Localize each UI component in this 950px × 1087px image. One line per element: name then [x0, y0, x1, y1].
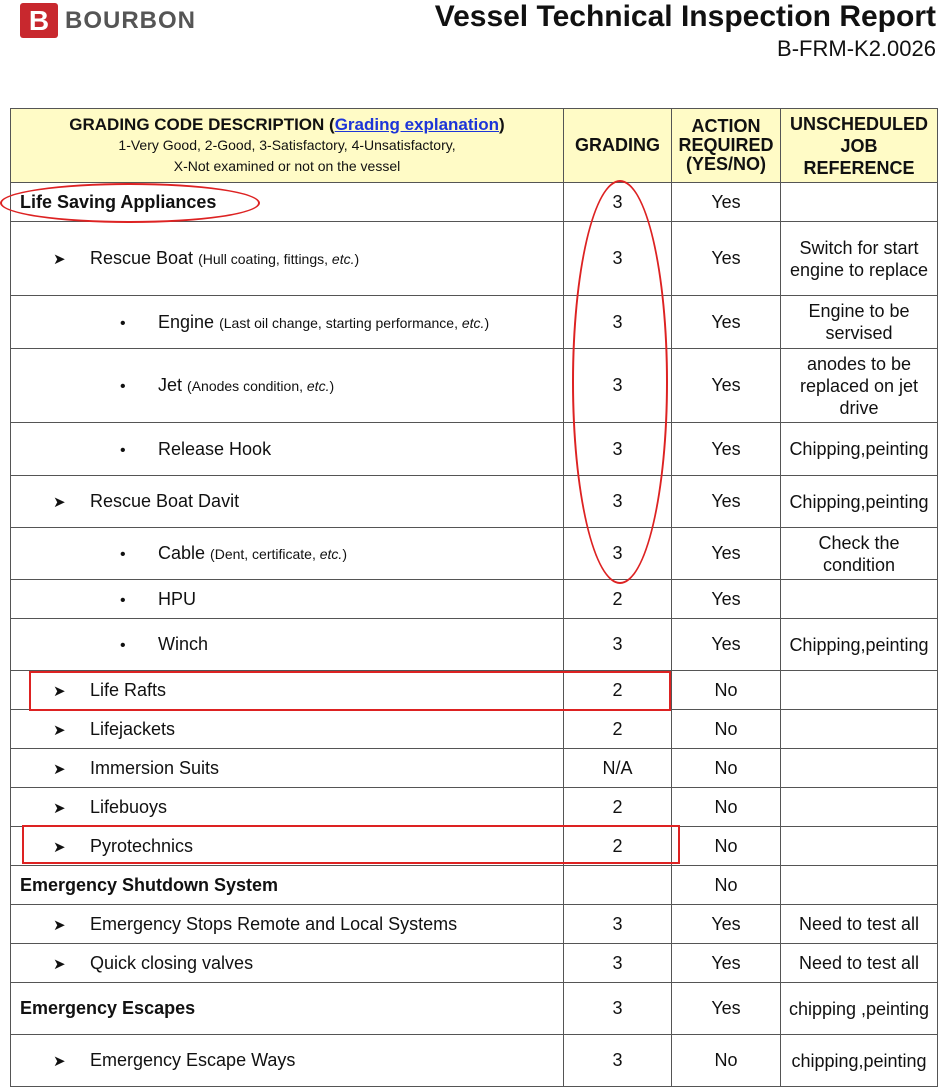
logo-mark: B — [20, 3, 58, 38]
table-row — [11, 423, 938, 476]
grade-cell: 2 — [564, 580, 672, 619]
item-label: ➤ Quick closing valves — [11, 944, 564, 983]
bullet-icon: • — [120, 314, 126, 332]
table-row — [11, 1035, 938, 1087]
item-label: ➤ Lifebuoys — [11, 788, 564, 827]
bullet-icon: • — [120, 378, 126, 395]
grade-cell: 3 — [564, 349, 672, 423]
table-row — [11, 866, 938, 905]
item-label: • Winch — [11, 619, 564, 671]
job-cell — [781, 710, 938, 749]
grade-cell: 3 — [564, 1035, 672, 1087]
job-cell: Chipping,peinting — [781, 619, 938, 671]
table-row — [11, 349, 938, 423]
table-row — [11, 183, 938, 222]
arrow-bullet-icon: ➤ — [53, 838, 66, 856]
table-row — [11, 710, 938, 749]
item-label: ➤ Emergency Escape Ways — [11, 1035, 564, 1087]
action-cell: Yes — [672, 944, 781, 983]
document-code: B-FRM-K2.0026 — [777, 36, 936, 61]
job-cell — [781, 671, 938, 710]
action-cell: No — [672, 866, 781, 905]
item-label: • Jet (Anodes condition, etc.) — [11, 349, 564, 423]
action-cell: Yes — [672, 183, 781, 222]
item-label: ➤ Rescue Boat (Hull coating, fittings, etc.) — [11, 222, 564, 296]
action-cell: Yes — [672, 476, 781, 528]
grade-cell: 3 — [564, 222, 672, 296]
arrow-bullet-icon: ➤ — [53, 251, 66, 268]
grade-cell: 3 — [564, 983, 672, 1035]
table-row — [11, 671, 938, 710]
table-header-row — [11, 109, 938, 183]
grading-header: GRADING — [564, 109, 672, 183]
grade-cell: N/A — [564, 749, 672, 788]
table-row — [11, 619, 938, 671]
table-row — [11, 827, 938, 866]
table-row — [11, 222, 938, 296]
action-cell: No — [672, 827, 781, 866]
item-label: ➤ Lifejackets — [11, 710, 564, 749]
job-cell: chipping ,peinting — [781, 983, 938, 1035]
job-cell: chipping,peinting — [781, 1035, 938, 1087]
table-row — [11, 983, 938, 1035]
bullet-icon: • — [120, 637, 126, 654]
grade-cell: 2 — [564, 710, 672, 749]
arrow-bullet-icon: ➤ — [53, 682, 66, 700]
arrow-bullet-icon: ➤ — [53, 760, 66, 778]
grade-cell: 3 — [564, 619, 672, 671]
job-cell — [781, 183, 938, 222]
job-cell: Engine to be servised — [781, 296, 938, 349]
job-cell — [781, 749, 938, 788]
table-row — [11, 944, 938, 983]
job-reference-header: UNSCHEDULED JOB REFERENCE — [781, 109, 938, 183]
action-cell: Yes — [672, 619, 781, 671]
item-label: ➤ Life Rafts — [11, 671, 564, 710]
item-label: • HPU — [11, 580, 564, 619]
arrow-bullet-icon: ➤ — [53, 916, 66, 934]
table-row — [11, 528, 938, 580]
company-logo — [20, 3, 196, 38]
job-cell: anodes to be replaced on jet drive — [781, 349, 938, 423]
job-cell: Need to test all — [781, 944, 938, 983]
grade-cell: 2 — [564, 827, 672, 866]
job-cell: Switch for start engine to replace — [781, 222, 938, 296]
table-row — [11, 580, 938, 619]
job-cell: Check the condition — [781, 528, 938, 580]
grading-explanation-link[interactable]: Grading explanation — [334, 114, 500, 134]
grade-cell: 3 — [564, 528, 672, 580]
table-row — [11, 788, 938, 827]
item-label: • Engine (Last oil change, starting performance, etc.) — [11, 296, 564, 349]
job-cell — [781, 580, 938, 619]
grade-cell: 3 — [564, 423, 672, 476]
item-label: ➤ Pyrotechnics — [11, 827, 564, 866]
item-label: ➤ Emergency Stops Remote and Local Systems — [11, 905, 564, 944]
arrow-bullet-icon: ➤ — [53, 1053, 66, 1070]
action-cell: Yes — [672, 349, 781, 423]
inspection-table — [10, 108, 938, 1087]
item-label: ➤ Immersion Suits — [11, 749, 564, 788]
action-cell: Yes — [672, 528, 781, 580]
table-row — [11, 749, 938, 788]
arrow-bullet-icon: ➤ — [53, 721, 66, 739]
arrow-bullet-icon: ➤ — [53, 799, 66, 817]
action-cell: Yes — [672, 905, 781, 944]
item-label: Life Saving Appliances — [11, 183, 564, 222]
action-cell: Yes — [672, 296, 781, 349]
arrow-bullet-icon: ➤ — [53, 494, 66, 511]
arrow-bullet-icon: ➤ — [53, 955, 66, 973]
job-cell — [781, 866, 938, 905]
job-cell: Need to test all — [781, 905, 938, 944]
job-cell — [781, 788, 938, 827]
job-cell: Chipping,peinting — [781, 423, 938, 476]
table-row — [11, 296, 938, 349]
item-label: ➤ Rescue Boat Davit — [11, 476, 564, 528]
grade-cell: 2 — [564, 671, 672, 710]
job-cell — [781, 827, 938, 866]
bullet-icon: • — [120, 441, 126, 459]
logo-text: BOURBON — [65, 6, 196, 34]
page-title: Vessel Technical Inspection Report — [434, 0, 936, 33]
action-cell: Yes — [672, 580, 781, 619]
action-cell: No — [672, 671, 781, 710]
action-cell: Yes — [672, 222, 781, 296]
bullet-icon: • — [120, 546, 126, 563]
item-label: Emergency Shutdown System — [11, 866, 564, 905]
item-label: Emergency Escapes — [11, 983, 564, 1035]
bullet-icon: • — [120, 591, 126, 609]
grading-code-description: GRADING CODE DESCRIPTION (Grading explanation) 1-Very Good, 2-Good, 3-Satisfactory, 4-Unsatisfactory, X-Not examined or not on the vessel — [11, 109, 564, 183]
action-cell: No — [672, 710, 781, 749]
grade-cell: 3 — [564, 296, 672, 349]
action-cell: No — [672, 1035, 781, 1087]
job-cell: Chipping,peinting — [781, 476, 938, 528]
action-cell: Yes — [672, 423, 781, 476]
grade-cell: 3 — [564, 476, 672, 528]
item-label: • Cable (Dent, certificate, etc.) — [11, 528, 564, 580]
action-cell: No — [672, 749, 781, 788]
action-cell: No — [672, 788, 781, 827]
grade-cell — [564, 866, 672, 905]
table-row — [11, 476, 938, 528]
grade-cell: 3 — [564, 905, 672, 944]
item-label: • Release Hook — [11, 423, 564, 476]
grade-cell: 3 — [564, 944, 672, 983]
action-required-header: ACTION REQUIRED (YES/NO) — [672, 109, 781, 183]
grade-cell: 2 — [564, 788, 672, 827]
table-row — [11, 905, 938, 944]
action-cell: Yes — [672, 983, 781, 1035]
grade-cell: 3 — [564, 183, 672, 222]
